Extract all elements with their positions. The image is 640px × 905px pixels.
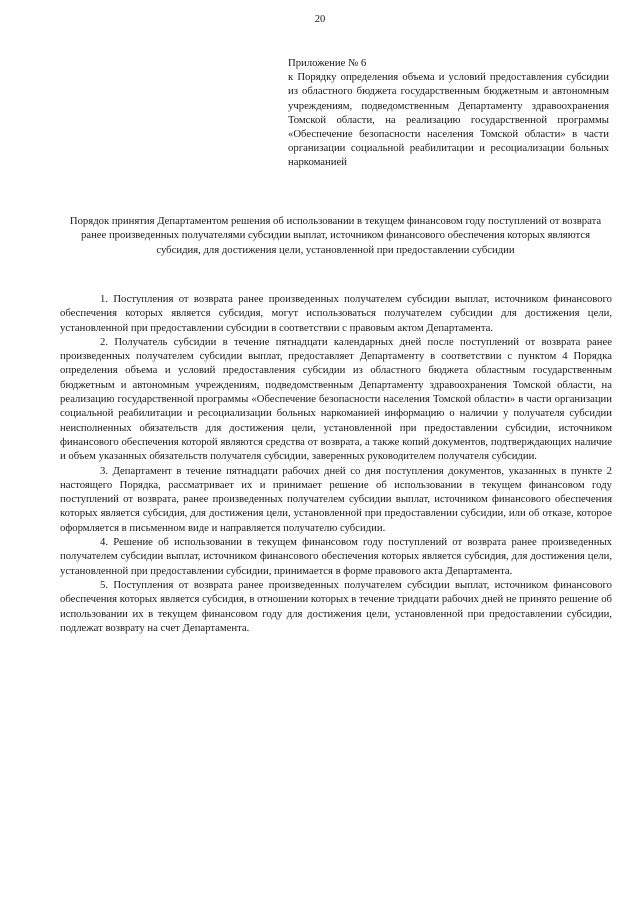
document-body xyxy=(60,292,612,635)
paragraph-4: 4. Решение об использовании в текущем финансовом году поступлений от возврата ранее произведенных получателем субсидии выплат, источником финансового обеспечения которых является субсидия, для достижения цели, установленной при предоставлении субсидии, принимается в форме правового акта Департамента. xyxy=(60,536,612,577)
document-title: Порядок принятия Департаментом решения об использовании в текущем финансовом году поступлений от возврата ранее произведенных получателями субсидии выплат, источником финансового обеспечения которых являются субсидия, для достижения цели, установленной при предоставлении субсидии xyxy=(69,215,602,256)
appendix-header xyxy=(288,56,609,170)
appendix-title: Приложение № 6 xyxy=(288,57,367,69)
paragraph-5: 5. Поступления от возврата ранее произведенных получателем субсидии выплат, источником финансового обеспечения которых является субсидия, в отношении которых в течение тридцати рабочих дней не принято решение об использовании их в текущем финансовом году для достижения цели, установленной при предоставлении субсидии, подлежат возврату на счет Департамента. xyxy=(60,578,612,634)
paragraph-1: 1. Поступления от возврата ранее произведенных получателем субсидии выплат, источником финансового обеспечения которых является субсидия, могут использоваться получателем субсидии для достижения цели, установленной при предоставлении субсидии в соответствии с правовым актом Департамента. xyxy=(60,293,612,334)
paragraph-3: 3. Департамент в течение пятнадцати рабочих дней со дня поступления документов, указанных в пункте 2 настоящего Порядка, рассматривает их и принимает решение об использовании в текущем финансовом году поступлений от возврата, ранее произведенных получателем субсидии выплат, источником финансового обеспечения которых является субсидия, для достижения цели, установленной при предоставлении субсидии, или об отказе, которое оформляется в письменном виде и направляется получателю субсидии. xyxy=(60,464,612,534)
paragraph-2: 2. Получатель субсидии в течение пятнадцати календарных дней после поступлений от возврата ранее произведенных получателем субсидии выплат, предоставляет Департаменту в соответствии с пунктом 4 Порядка определения объема и условий предоставления субсидии из областного бюджета областным государственным бюджетным и автономным учреждениям, подведомственным Департаменту здравоохранения Томской области, на реализацию государственной программы «Обеспечение безопасности населения Томской области» в части организации социальной реабилитации и ресоциализации больных наркоманией информацию о наличии у получателя субсидии неисполненных обязательств для достижения цели, установленной при предоставлении субсидии, источником финансового обеспечения которой являются средства от возврата, а также копий документов, подтверждающих наличие и объем указанных обязательств получателя субсидии, заверенных руководителем получателя субсидии. xyxy=(60,335,612,463)
page-number: 20 xyxy=(314,14,326,25)
appendix-reference: к Порядку определения объема и условий предоставления субсидии из областного бюджета государственным бюджетным и автономным учреждениям, подведомственным Департаменту здравоохранения Томской области, на реализацию государственной программы «Обеспечение безопасности населения Томской области» в части организации социальной реабилитации и ресоциализации больных наркоманией xyxy=(288,71,609,169)
